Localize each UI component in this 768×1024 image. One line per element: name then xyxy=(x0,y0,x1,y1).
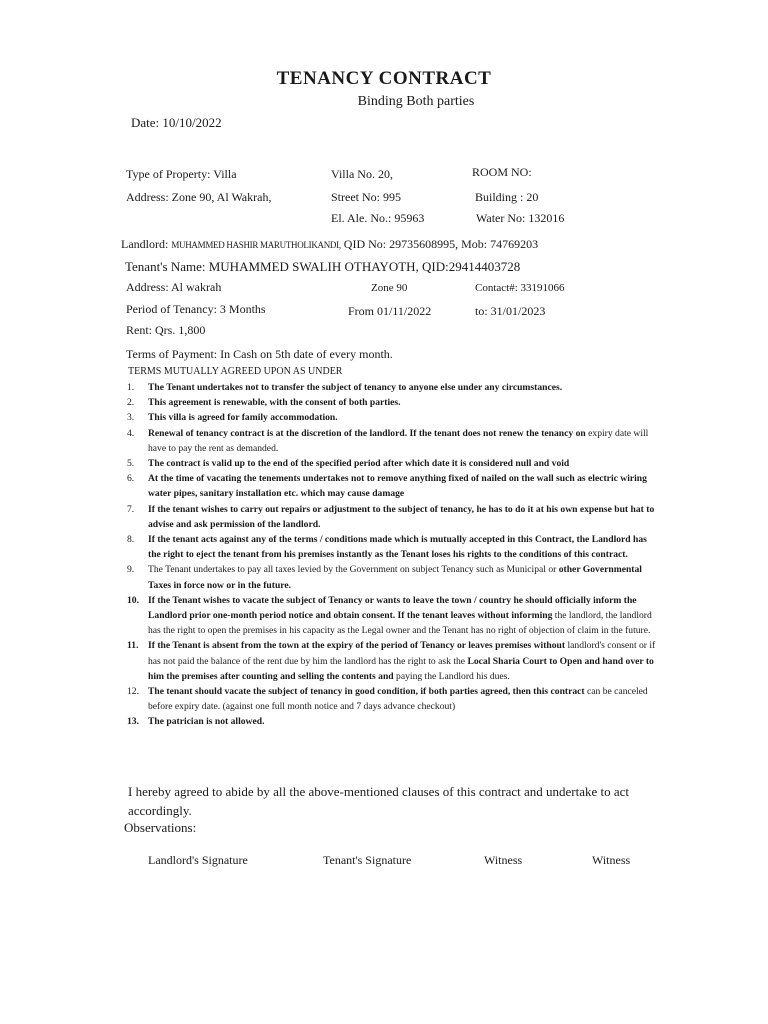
payment-terms: Terms of Payment: In Cash on 5th date of every month. xyxy=(126,347,393,361)
tenant-signature-label: Tenant's Signature xyxy=(323,853,412,867)
tenancy-address: Address: Al wakrah xyxy=(126,280,222,294)
landlord-qid: QID No: 29735608995, Mob: 74769203 xyxy=(343,237,539,251)
electricity-number: El. Ale. No.: 95963 xyxy=(331,211,425,225)
term-text: The contract is valid up to the end of the specified period after which date it is considered null and void xyxy=(148,458,570,470)
property-address: Address: Zone 90, Al Wakrah, xyxy=(126,190,272,204)
term-text: The tenant should vacate the subject of tenancy in good condition, if both parties agreed, then this contract xyxy=(148,686,585,698)
room-number: ROOM NO: xyxy=(472,165,532,179)
tenant-contact: Contact#: 33191066 xyxy=(475,282,565,294)
term-number: 9. xyxy=(127,564,135,576)
term-text-normal: the landlord, the landlord has the right to open the premises in his capacity as the Legal owner and the Tenant has no right of objection of claim in the future. xyxy=(148,610,652,637)
term-number: 2. xyxy=(127,397,135,409)
term-item xyxy=(127,380,657,395)
term-text: If the Tenant is absent from the town at the expiry of the period of Tenancy or leaves premises without xyxy=(148,640,566,652)
term-number: 13. xyxy=(127,716,139,728)
term-item xyxy=(127,502,657,532)
building-number: Building : 20 xyxy=(475,190,539,204)
tenant-name: Tenant's Name: MUHAMMED SWALIH OTHAYOTH, QID:29414403728 xyxy=(125,259,521,274)
term-number: 10. xyxy=(127,594,139,606)
witness-signature-label: Witness xyxy=(484,853,523,867)
tenancy-from: From 01/11/2022 xyxy=(348,304,432,318)
property-type: Type of Property: Villa xyxy=(126,167,237,181)
villa-number: Villa No. 20, xyxy=(331,167,393,181)
term-number: 5. xyxy=(127,458,135,470)
term-text: This villa is agreed for family accommodation. xyxy=(148,412,338,424)
tenancy-to: to: 31/01/2023 xyxy=(475,304,546,318)
document-title: TENANCY CONTRACT xyxy=(276,68,492,89)
term-number: 3. xyxy=(127,412,135,424)
street-number: Street No: 995 xyxy=(331,190,401,204)
term-text: The Tenant undertakes not to transfer the subject of tenancy to anyone else under any circumstances. xyxy=(148,382,563,393)
term-text-bold-after: Local Sharia Court to Open and hand over to him the premises after counting and selling the contents and xyxy=(148,655,654,682)
term-text: If the tenant acts against any of the terms / conditions made which is mutually accepted in this Contract, the Landlord has the right to eject the tenant from his premises instantly as the Tenant loses his rights to the conditions of this contract. xyxy=(148,534,647,561)
term-item xyxy=(127,426,657,456)
agreement-statement: I hereby agreed to abide by all the above-mentioned clauses of this contract and undertake to act accordingly. xyxy=(128,784,630,818)
term-text-normal: can be canceled before expiry date. (against one full month notice and 7 days advance checkout) xyxy=(148,686,648,713)
term-number: 1. xyxy=(127,382,135,393)
term-item xyxy=(127,562,657,592)
term-item xyxy=(127,471,657,501)
term-text: This agreement is renewable, with the consent of both parties. xyxy=(148,397,401,409)
landlord-line xyxy=(121,237,538,252)
rent-amount: Rent: Qrs. 1,800 xyxy=(126,323,206,337)
term-item xyxy=(127,593,657,639)
term-text-normal: The Tenant undertakes to pay all taxes levied by the Government on subject Tenancy such as Municipal or xyxy=(148,564,557,576)
tenancy-zone: Zone 90 xyxy=(371,282,408,294)
term-number: 7. xyxy=(127,503,135,515)
term-item xyxy=(127,410,657,425)
water-number: Water No: 132016 xyxy=(476,211,565,225)
term-text: At the time of vacating the tenements undertakes not to remove anything fixed of nailed on the wall such as electric wiring water pipes, sanitary installation etc. which may cause damage xyxy=(148,473,647,500)
witness-signature-label-2: Witness xyxy=(592,853,631,867)
term-text-normal-after: paying the Landlord his dues. xyxy=(396,670,510,682)
term-item xyxy=(127,638,657,684)
term-text: other Governmental Taxes in force now or in the future. xyxy=(148,564,642,591)
observations-label: Observations: xyxy=(124,820,197,835)
term-item xyxy=(127,456,657,471)
term-text: If the Tenant wishes to vacate the subject of Tenancy or wants to leave the town / country he should officially inform the Landlord prior one-month period notice and obtain consent. If the tenant leaves without informing xyxy=(148,594,637,622)
term-item xyxy=(127,714,657,729)
term-item xyxy=(127,684,657,714)
landlord-name: MUHAMMED HASHIR MARUTHOLIKANDI, xyxy=(171,240,341,250)
term-number: 4. xyxy=(127,427,135,439)
term-item xyxy=(127,532,657,562)
landlord-label: Landlord: xyxy=(121,237,169,251)
terms-heading: TERMS MUTUALLY AGREED UPON AS UNDER xyxy=(128,366,343,377)
term-text-normal: landlord's consent or if has not paid the balance of the rent due by him the landlord has the right to ask the xyxy=(148,640,656,667)
term-number: 11. xyxy=(127,640,139,652)
term-item xyxy=(127,395,657,410)
terms-list xyxy=(127,380,657,730)
document-subtitle: Binding Both parties xyxy=(357,94,475,109)
term-text: The patrician is not allowed. xyxy=(148,716,265,728)
tenancy-period: Period of Tenancy: 3 Months xyxy=(126,302,266,316)
term-number: 8. xyxy=(127,534,135,546)
term-text: If the tenant wishes to carry out repairs or adjustment to the subject of tenancy, he has to do it at his own expense but hat to advise and ask permission of the landlord. xyxy=(148,503,655,530)
landlord-signature-label: Landlord's Signature xyxy=(148,853,248,867)
contract-date: Date: 10/10/2022 xyxy=(131,115,222,130)
term-text-normal: expiry date will have to pay the rent as demanded. xyxy=(148,427,649,454)
term-text: Renewal of tenancy contract is at the discretion of the landlord. If the tenant does not renew the tenancy on xyxy=(148,427,586,439)
term-number: 12. xyxy=(127,686,139,698)
term-number: 6. xyxy=(127,473,135,485)
